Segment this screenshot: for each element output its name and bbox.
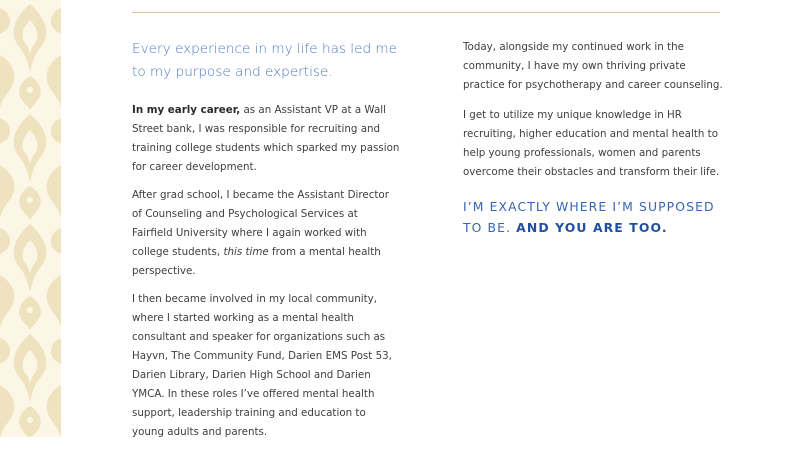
grad-school-text-start: After grad school, I became the Assistant Director of Counseling and Psychological Services at Fairfield University where I again worked with college students, xyxy=(132,189,389,258)
paragraph-grad-school xyxy=(132,186,400,281)
intro-heading: Every experience in my life has led me to my purpose and expertise. xyxy=(132,41,398,80)
damask-pattern-border xyxy=(0,0,61,437)
damask-pattern-icon xyxy=(0,0,61,437)
right-column xyxy=(463,38,728,238)
paragraph-private-practice: Today, alongside my continued work in the community, I have my own thriving private practice for psychotherapy and career counseling. xyxy=(463,41,723,91)
early-career-text: as an Assistant VP at a Wall Street bank, I was responsible for recruiting and training college students which sparked my passion for career development. xyxy=(132,104,400,173)
grad-school-text-end: from a mental health perspective. xyxy=(132,246,381,277)
tagline-bold: AND YOU ARE TOO. xyxy=(516,220,668,235)
top-divider xyxy=(132,12,720,13)
paragraph-unique-knowledge: I get to utilize my unique knowledge in HR recruiting, higher education and mental health to help young professionals, women and parents overcome their obstacles and transform their life. xyxy=(463,109,720,178)
left-column xyxy=(132,38,400,451)
tagline-start: I’M EXACTLY WHERE I’M SUPPOSED TO BE. xyxy=(463,199,715,235)
paragraph-early-career xyxy=(132,101,400,177)
grad-school-emphasis: this time xyxy=(223,246,269,258)
early-career-lead: In my early career, xyxy=(132,104,241,116)
paragraph-community: I then became involved in my local community, where I started working as a mental health consultant and speaker for organizations such as Hayvn, The Community Fund, Darien EMS Post 53, Darien Library, Darien High School and Darien YMCA. In these roles I’ve offered mental health support, leadership training and education to young adults and parents. xyxy=(132,293,392,438)
tagline xyxy=(463,196,728,238)
